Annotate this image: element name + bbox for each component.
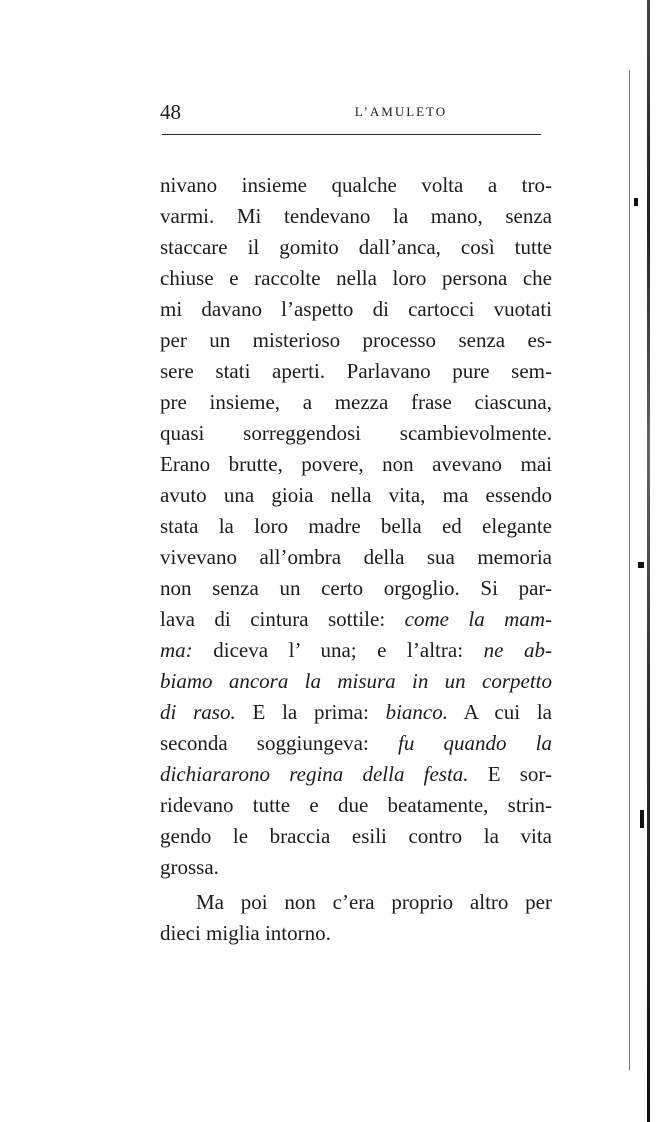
text-line: per un misterioso processo senza es-	[160, 328, 552, 352]
running-title: L’AMULETO	[354, 104, 448, 119]
text-segment: A cui la	[448, 700, 552, 724]
text-line: varmi. Mi tendevano la mano, senza	[160, 204, 552, 228]
text-line: stata la loro madre bella ed elegante	[160, 514, 552, 538]
edge-mark	[638, 562, 644, 568]
text-line: sere stati aperti. Parlavano pure sem-	[160, 359, 552, 383]
text-line: pre insieme, a mezza frase ciascuna,	[160, 390, 552, 414]
text-line	[160, 635, 552, 666]
text-line: staccare il gomito dall’anca, così tutte	[160, 235, 552, 259]
italic-segment: di raso.	[160, 700, 236, 724]
text-line: non senza un certo orgoglio. Si par-	[160, 576, 552, 600]
text-line	[160, 604, 552, 635]
text-line	[160, 697, 552, 728]
header-rule	[162, 134, 541, 135]
edge-mark	[640, 810, 644, 828]
page-edge	[647, 0, 650, 1122]
text-segment: diceva l’ una; e l’altra:	[192, 638, 484, 662]
text-line: avuto una gioia nella vita, ma essendo	[160, 483, 552, 507]
text-line: mi davano l’aspetto di cartocci vuotati	[160, 297, 552, 321]
text-segment: seconda soggiungeva:	[160, 731, 398, 755]
body-text	[160, 170, 552, 949]
text-segment: E la prima:	[235, 700, 386, 724]
text-line: Erano brutte, povere, non avevano mai	[160, 452, 552, 476]
text-line: gendo le braccia esili contro la vita	[160, 824, 552, 848]
italic-segment: fu quando la	[397, 731, 553, 755]
italic-segment: bianco.	[385, 700, 448, 724]
text-line: vivevano all’ombra della sua memoria	[160, 545, 552, 569]
text-line: Ma poi non c’era proprio altro per	[196, 890, 552, 914]
italic-segment: ma:	[160, 638, 193, 662]
italic-segment: come la mam-	[404, 607, 553, 631]
text-line	[160, 759, 552, 790]
text-line	[160, 666, 552, 697]
text-line: ridevano tutte e due beatamente, strin-	[160, 793, 552, 817]
text-line	[160, 728, 552, 759]
text-segment: E sor-	[468, 762, 552, 786]
italic-segment: biamo ancora la misura in un corpetto	[160, 669, 552, 693]
page-number: 48	[160, 100, 181, 124]
italic-segment: dichiararono regina della festa.	[160, 762, 469, 786]
text-segment: lava di cintura sottile:	[160, 607, 405, 631]
text-line: grossa.	[160, 855, 219, 879]
text-line: dieci miglia intorno.	[160, 921, 331, 945]
text-line: nivano insieme qualche volta a tro-	[160, 173, 552, 197]
page-header	[160, 100, 542, 130]
page-edge-shadow	[629, 70, 630, 1070]
edge-mark	[634, 198, 638, 206]
italic-segment: ne ab-	[483, 638, 552, 662]
text-line: quasi sorreggendosi scambievolmente.	[160, 421, 552, 445]
text-line: chiuse e raccolte nella loro persona che	[160, 266, 552, 290]
